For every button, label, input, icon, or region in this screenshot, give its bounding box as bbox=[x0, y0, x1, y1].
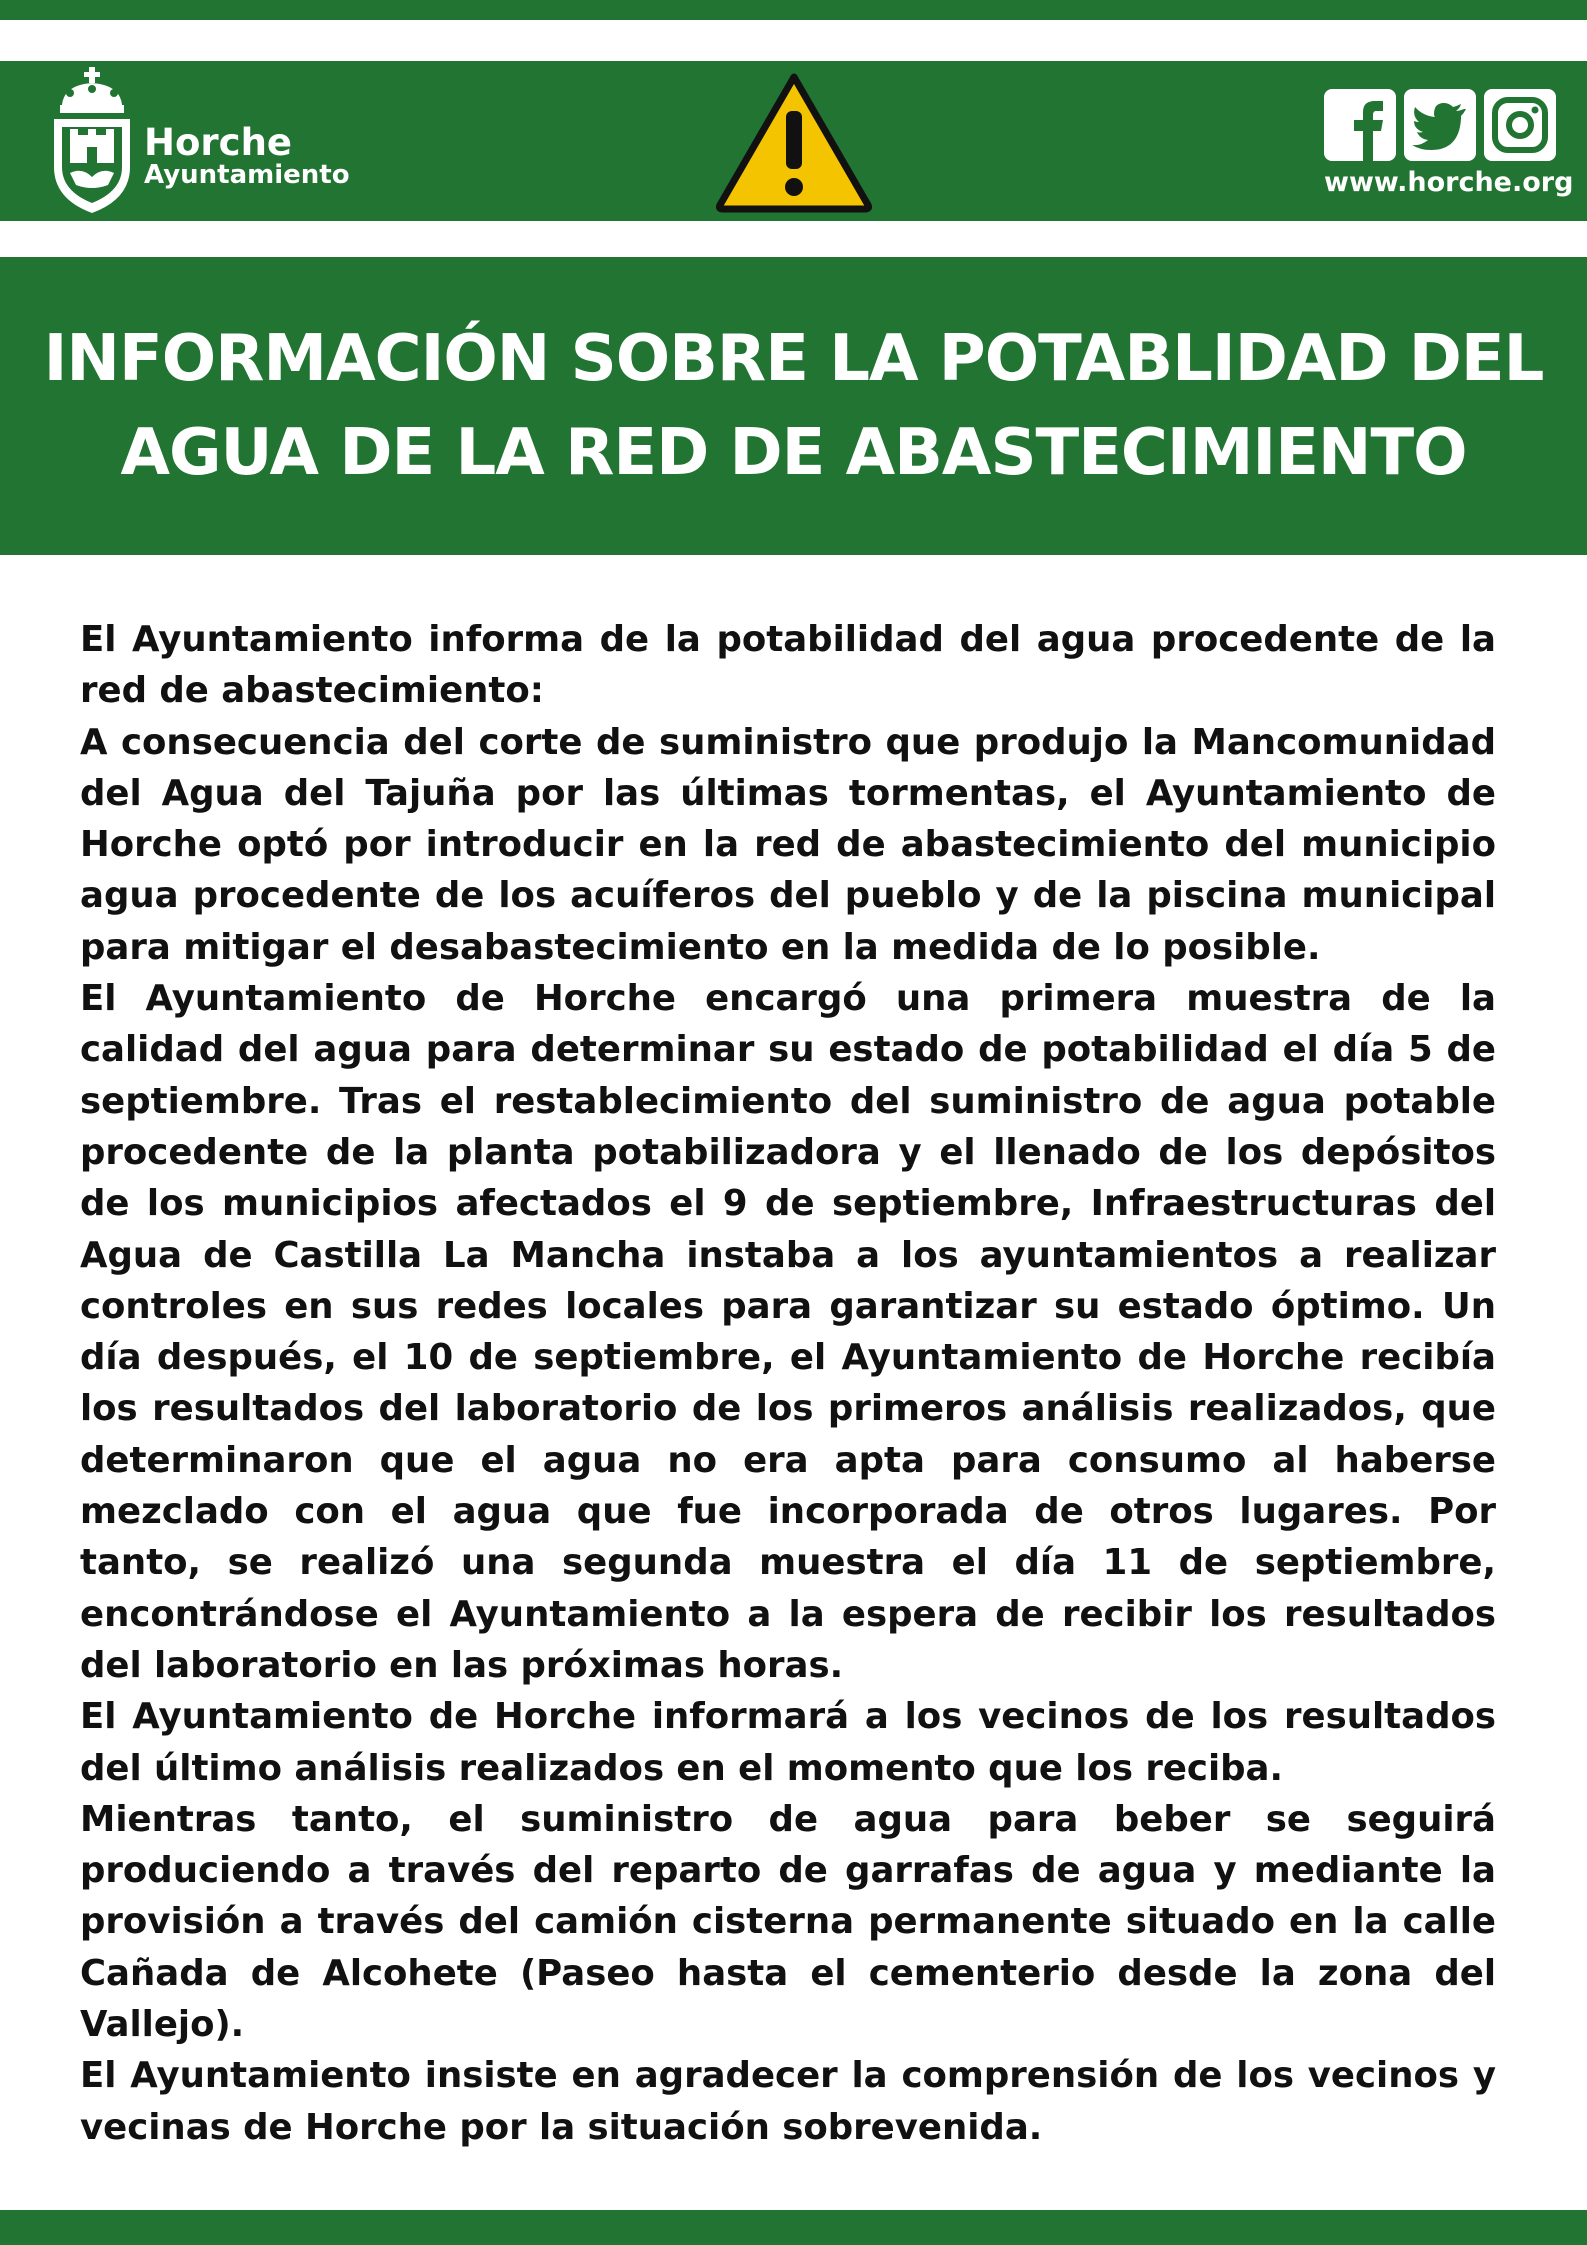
title-band bbox=[0, 257, 1587, 555]
warning-triangle-icon bbox=[715, 71, 873, 213]
paragraph-supply: Mientras tanto, el suministro de agua para beber se seguirá produciendo a través del reparto de garrafas de agua y mediante la provisión a través del camión cisterna permanente situado en la calle Cañada de Alcohete (Paseo hasta el cementerio desde la zona del Vallejo). bbox=[80, 1798, 1496, 2046]
instagram-icon[interactable] bbox=[1484, 89, 1556, 161]
notice-body bbox=[80, 614, 1496, 2153]
paragraph-intro: El Ayuntamiento informa de la potabilidad del agua procedente de la red de abastecimiento: bbox=[80, 619, 1496, 712]
logo-subtitle: Ayuntamiento bbox=[144, 160, 350, 190]
coat-of-arms-icon bbox=[48, 67, 138, 217]
facebook-icon[interactable] bbox=[1324, 89, 1396, 161]
paragraph-analysis: El Ayuntamiento de Horche encargó una primera muestra de la calidad del agua para determinar su estado de potabilidad el día 5 de septiembre. Tras el restablecimiento del suministro de agua potable procedente de la planta potabilizadora y el llenado de los depósitos de los municipios afectados el 9 de septiembre, Infraestructuras del Agua de Castilla La Mancha instaba a los ayuntamientos a realizar controles en sus redes locales para garantizar su estado óptimo. Un día después, el 10 de septiembre, el Ayuntamiento de Horche recibía los resultados del laboratorio de los primeros análisis realizados, que determinaron que el agua no era apta para consumo al haberse mezclado con el agua que fue incorporada de otros lugares. Por tanto, se realizó una segunda muestra el día 11 de septiembre, encontrándose el Ayuntamiento a la espera de recibir los resultados del laboratorio en las próximas horas. bbox=[80, 978, 1496, 1686]
logo-name: Horche bbox=[144, 121, 292, 164]
paragraph-cause: A consecuencia del corte de suministro que produjo la Mancomunidad del Agua del Tajuña por las últimas tormentas, el Ayuntamiento de Horche optó por introducir en la red de abastecimiento del municipio agua procedente de los acuíferos del pueblo y de la piscina municipal para mitigar el desabastecimiento en la medida de lo posible. bbox=[80, 721, 1496, 968]
twitter-icon[interactable] bbox=[1404, 89, 1476, 161]
paragraph-thanks: El Ayuntamiento insiste en agradecer la comprensión de los vecinos y vecinas de Horche por la situación sobrevenida. bbox=[80, 2055, 1496, 2148]
title-line-2: AGUA DE LA RED DE ABASTECIMIENTO bbox=[120, 416, 1467, 490]
paragraph-inform: El Ayuntamiento de Horche informará a los vecinos de los resultados del último análisis realizados en el momento que los reciba. bbox=[80, 1696, 1496, 1789]
horche-logo[interactable] bbox=[48, 67, 368, 217]
social-links bbox=[1320, 89, 1574, 209]
top-stripe bbox=[0, 0, 1587, 20]
bottom-stripe bbox=[0, 2210, 1587, 2245]
header-band bbox=[0, 61, 1587, 221]
website-link[interactable]: www.horche.org bbox=[1324, 167, 1574, 198]
page-title bbox=[44, 312, 1544, 500]
title-line-1: INFORMACIÓN SOBRE LA POTABLIDAD DEL bbox=[43, 322, 1544, 396]
